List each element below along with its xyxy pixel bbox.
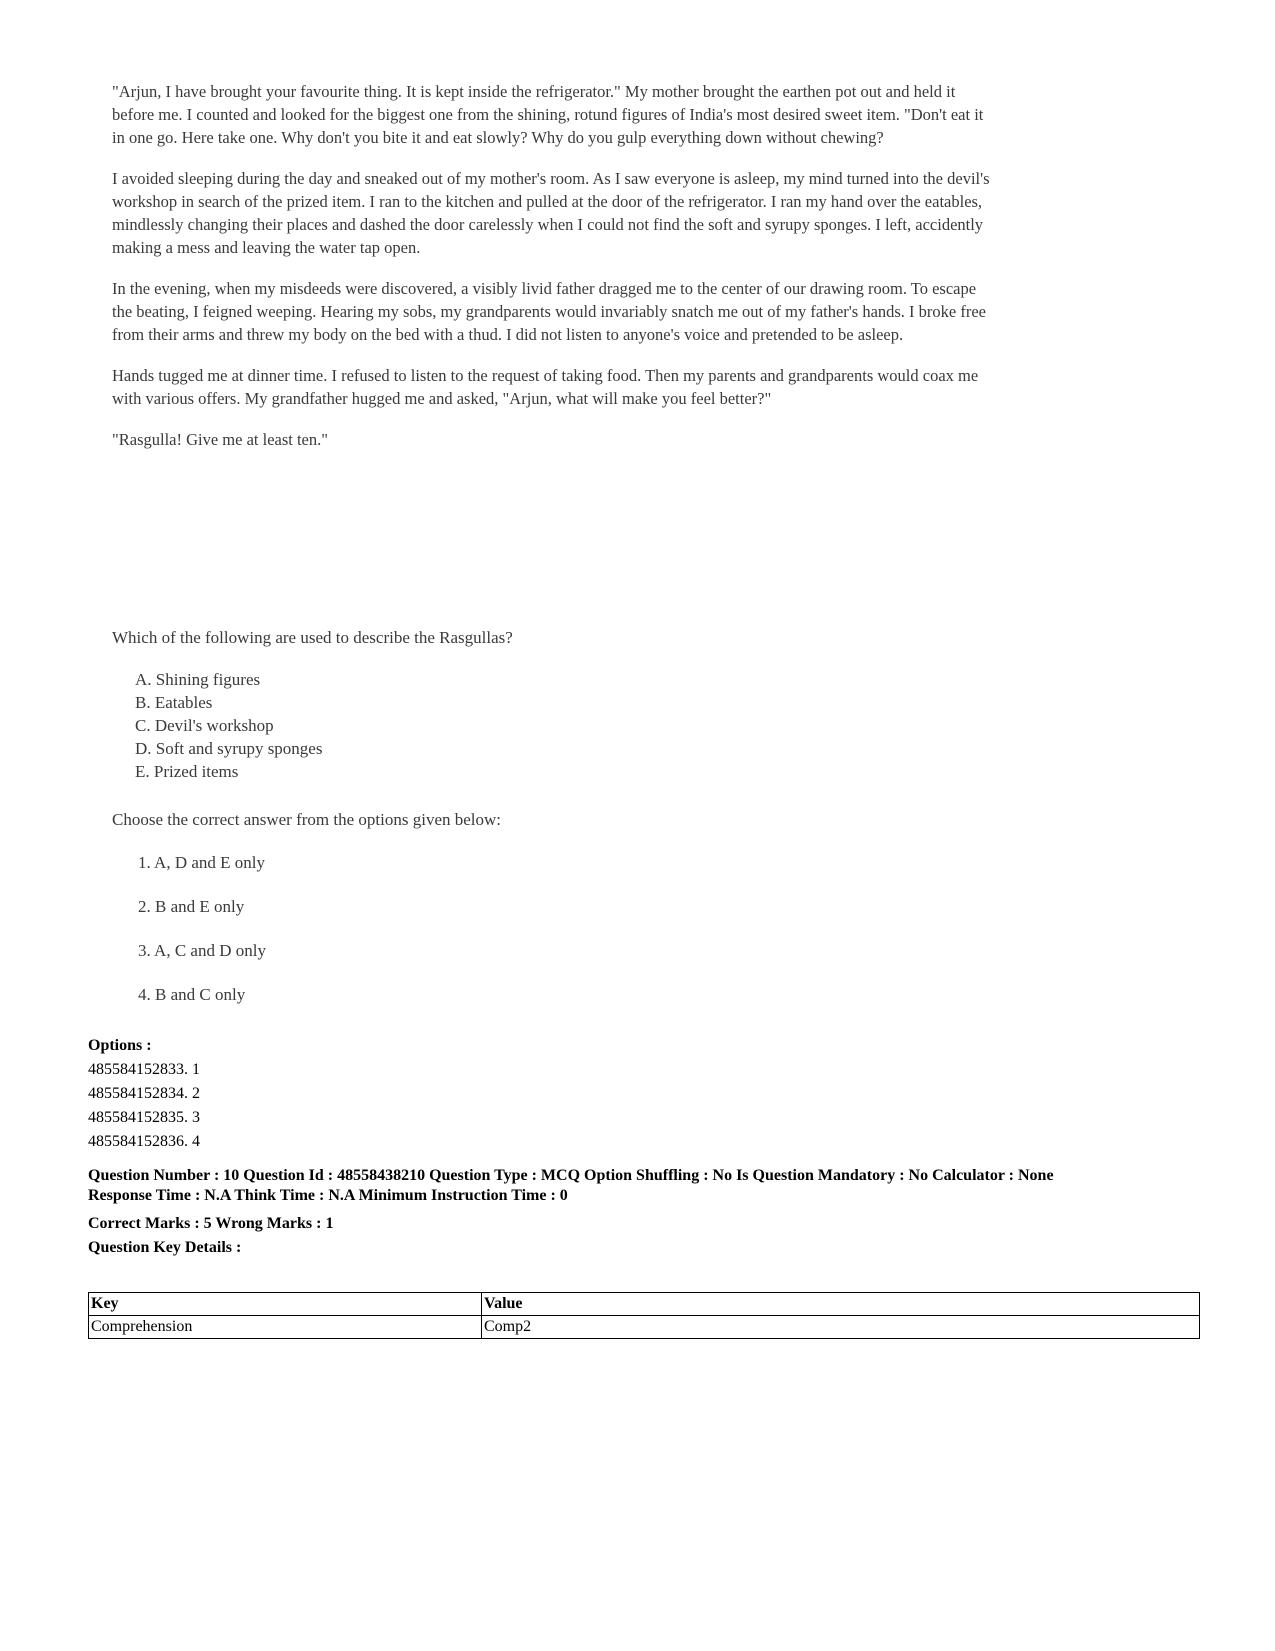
question-metadata [88,1166,1054,1206]
option-item: 485584152833. 1 [88,1061,200,1078]
passage-paragraph-3: In the evening, when my misdeeds were discovered, a visibly livid father dragged me to the center of our drawing room. To escape the beating, I feigned weeping. Hearing my sobs, my grandparents would invariably snatch me out of my father's hands. I broke free from their arms and threw my body on the bed with a thud. I did not listen to anyone's voice and pretended to be asleep. [112,279,987,344]
key-details-heading: Question Key Details : [88,1239,242,1256]
statement-item: B. Eatables [135,693,213,712]
option-item: 485584152836. 4 [88,1133,200,1150]
passage-paragraph-2: I avoided sleeping during the day and sneaked out of my mother's room. As I saw everyone is asleep, my mind turned into the devil's workshop in search of the prized item. I ran to the kitchen and pulled at the door of the refrigerator. I ran my hand over the eatables, mindlessly changing their places and dashed the door carelessly when I could not find the soft and syrupy sponges. I left, accidently making a mess and leaving the water tap open. [112,169,990,257]
answer-choice-4: 4. B and C only [138,985,246,1004]
options-block [88,1034,200,1154]
statement-item: A. Shining figures [135,670,261,689]
choose-instruction: Choose the correct answer from the options given below: [112,810,502,829]
question-info-line: Question Number : 10 Question Id : 48558438210 Question Type : MCQ Option Shuffling : No Is Question Mandatory : No Calculator : None [88,1167,1054,1184]
passage-paragraph-1: "Arjun, I have brought your favourite thing. It is kept inside the refrigerator." My mother brought the earthen pot out and held it before me. I counted and looked for the biggest one from the shining, rotund figures of India's most desired sweet item. "Don't eat it in one go. Here take one. Why don't you bite it and eat slowly? Why do you gulp everything down without chewing? [112,82,984,147]
table-header-value: Value [482,1293,1200,1316]
passage [112,80,992,469]
option-item: 485584152835. 3 [88,1109,200,1126]
statement-item: E. Prized items [135,762,239,781]
table-cell-key: Comprehension [89,1316,482,1339]
statement-list [135,668,322,783]
table-row [89,1316,1200,1339]
question-text: Which of the following are used to describe the Rasgullas? [112,628,513,647]
table-header-row [89,1293,1200,1316]
answer-choice-1: 1. A, D and E only [138,853,266,872]
key-details-table [88,1292,1200,1339]
options-heading: Options : [88,1037,152,1054]
table-header-key: Key [89,1293,482,1316]
timing-info-line: Response Time : N.A Think Time : N.A Minimum Instruction Time : 0 [88,1187,568,1204]
marks-info: Correct Marks : 5 Wrong Marks : 1 [88,1215,334,1232]
answer-choice-2: 2. B and E only [138,897,245,916]
statement-item: D. Soft and syrupy sponges [135,739,323,758]
table-cell-value: Comp2 [482,1316,1200,1339]
answer-choice-3: 3. A, C and D only [138,941,266,960]
option-item: 485584152834. 2 [88,1085,200,1102]
passage-paragraph-4: Hands tugged me at dinner time. I refused to listen to the request of taking food. Then my parents and grandparents would coax me with various offers. My grandfather hugged me and asked, "Arjun, what will make you feel better?" [112,366,979,408]
passage-paragraph-5: "Rasgulla! Give me at least ten." [112,430,328,449]
statement-item: C. Devil's workshop [135,716,274,735]
